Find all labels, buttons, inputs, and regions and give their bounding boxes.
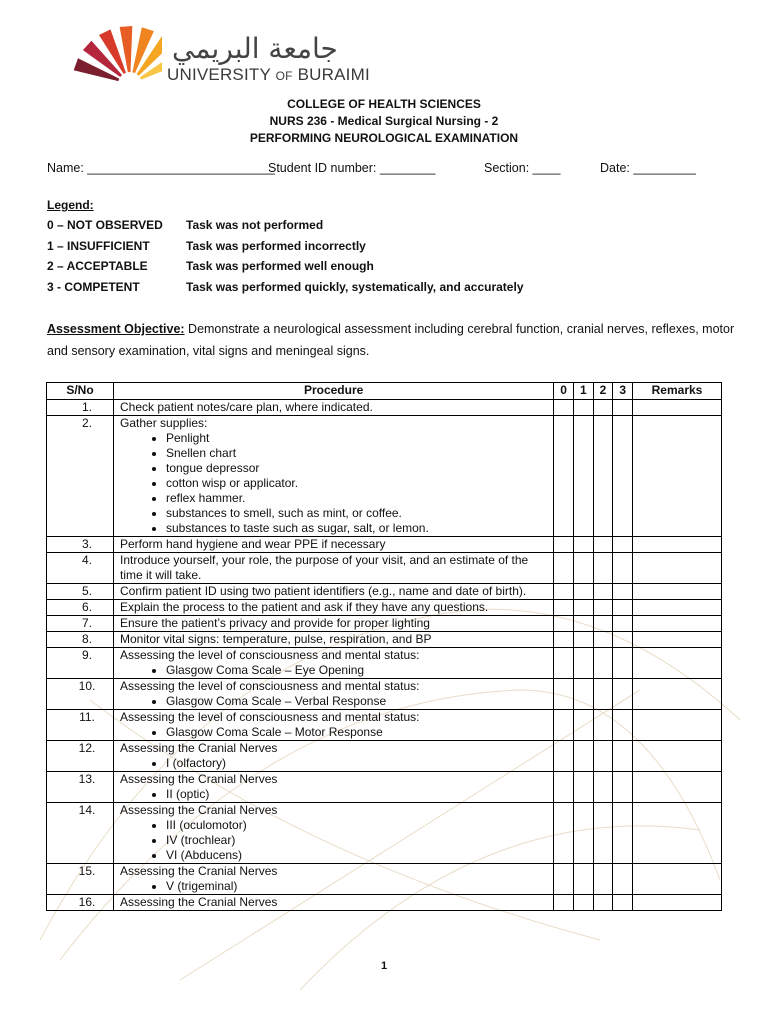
score-cell-3[interactable]	[613, 648, 633, 679]
score-cell-3[interactable]	[613, 537, 633, 553]
university-logo	[52, 24, 402, 88]
procedure-text: Assessing the level of consciousness and mental status:	[120, 679, 420, 693]
header-score-3: 3	[613, 383, 633, 400]
procedure-cell	[114, 616, 554, 632]
legend-code: 2 – ACCEPTABLE	[47, 259, 148, 274]
bullet-item: • Snellen chart	[166, 446, 547, 461]
score-cell-3[interactable]	[613, 400, 633, 416]
procedure-bullets	[120, 756, 547, 771]
table-row	[47, 600, 722, 616]
header-procedure: Procedure	[114, 383, 554, 400]
score-cell-0[interactable]	[554, 632, 574, 648]
table-row	[47, 616, 722, 632]
score-cell-2[interactable]	[593, 553, 613, 584]
bullet-item: • Glasgow Coma Scale – Verbal Response	[166, 694, 547, 709]
procedure-cell	[114, 803, 554, 864]
procedure-text: Assessing the Cranial Nerves	[120, 895, 278, 909]
score-cell-3[interactable]	[613, 553, 633, 584]
bullet-item: • II (optic)	[166, 787, 547, 802]
bullet-item: • tongue depressor	[166, 461, 547, 476]
score-cell-0[interactable]	[554, 772, 574, 803]
procedure-bullets	[120, 694, 547, 709]
score-cell-2[interactable]	[593, 584, 613, 600]
legend-description: Task was performed incorrectly	[186, 238, 366, 253]
procedure-cell	[114, 600, 554, 616]
table-row	[47, 741, 722, 772]
legend-item	[47, 236, 524, 257]
row-number: 7.	[47, 616, 114, 632]
score-cell-3[interactable]	[613, 632, 633, 648]
score-cell-1[interactable]	[573, 416, 593, 537]
procedure-cell	[114, 679, 554, 710]
date-field[interactable]: Date: _________	[600, 161, 696, 175]
row-number: 2.	[47, 416, 114, 537]
procedure-bullets	[120, 818, 547, 863]
score-cell-0[interactable]	[554, 600, 574, 616]
score-cell-2[interactable]	[593, 648, 613, 679]
score-cell-2[interactable]	[593, 741, 613, 772]
course-title: NURS 236 - Medical Surgical Nursing - 2	[269, 114, 499, 128]
score-cell-1[interactable]	[573, 537, 593, 553]
procedure-text: Assessing the Cranial Nerves	[120, 864, 278, 878]
score-cell-1[interactable]	[573, 895, 593, 911]
procedure-cell	[114, 632, 554, 648]
score-cell-0[interactable]	[554, 616, 574, 632]
score-cell-3[interactable]	[613, 741, 633, 772]
procedure-text: Check patient notes/care plan, where indicated.	[120, 400, 373, 414]
legend-code: 3 - COMPETENT	[47, 279, 140, 294]
student-id-field[interactable]: Student ID number: ________	[268, 161, 436, 175]
table-row	[47, 416, 722, 537]
score-cell-3[interactable]	[613, 600, 633, 616]
bullet-item: • I (olfactory)	[166, 756, 547, 771]
objective-text: Demonstrate a neurological assessment including cerebral function, cranial nerves, reflexes, motor and sensory examination, vital signs and meningeal signs.	[47, 322, 735, 358]
row-number: 10.	[47, 679, 114, 710]
score-cell-1[interactable]	[573, 679, 593, 710]
procedure-text: Assessing the Cranial Nerves	[120, 772, 278, 786]
bullet-item: • cotton wisp or applicator.	[166, 476, 547, 491]
bullet-item: • VI (Abducens)	[166, 848, 547, 863]
procedure-text: Gather supplies:	[120, 416, 208, 430]
score-cell-1[interactable]	[573, 864, 593, 895]
score-cell-3[interactable]	[613, 864, 633, 895]
remarks-cell[interactable]	[633, 416, 722, 537]
table-row	[47, 553, 722, 584]
score-cell-2[interactable]	[593, 537, 613, 553]
score-cell-3[interactable]	[613, 616, 633, 632]
bullet-item: • Glasgow Coma Scale – Motor Response	[166, 725, 547, 740]
score-cell-0[interactable]	[554, 741, 574, 772]
remarks-cell[interactable]	[633, 864, 722, 895]
legend-item	[47, 277, 524, 298]
table-row	[47, 400, 722, 416]
legend-code: 0 – NOT OBSERVED	[47, 218, 163, 233]
score-cell-2[interactable]	[593, 600, 613, 616]
score-cell-2[interactable]	[593, 632, 613, 648]
procedure-bullets	[120, 879, 547, 894]
remarks-cell[interactable]	[633, 648, 722, 679]
score-cell-3[interactable]	[613, 803, 633, 864]
section-field[interactable]: Section: ____	[484, 161, 561, 175]
exam-title: PERFORMING NEUROLOGICAL EXAMINATION	[249, 131, 519, 145]
row-number: 8.	[47, 632, 114, 648]
score-cell-1[interactable]	[573, 553, 593, 584]
header-score-1: 1	[573, 383, 593, 400]
score-cell-3[interactable]	[613, 584, 633, 600]
procedure-cell	[114, 648, 554, 679]
score-cell-2[interactable]	[593, 895, 613, 911]
legend	[47, 198, 524, 297]
name-field[interactable]: Name: ___________________________	[47, 161, 275, 175]
score-cell-3[interactable]	[613, 710, 633, 741]
score-cell-1[interactable]	[573, 648, 593, 679]
procedure-table	[46, 382, 722, 911]
remarks-cell[interactable]	[633, 632, 722, 648]
sunburst-logo-icon	[52, 24, 162, 88]
bullet-item: • substances to taste such as sugar, salt, or lemon.	[166, 521, 547, 536]
procedure-cell	[114, 710, 554, 741]
remarks-cell[interactable]	[633, 803, 722, 864]
logo-english-name: UNIVERSITY OF BURAIMI	[167, 65, 370, 84]
row-number: 15.	[47, 864, 114, 895]
legend-title: Legend:	[47, 198, 94, 212]
procedure-text: Perform hand hygiene and wear PPE if necessary	[120, 537, 386, 551]
row-number: 6.	[47, 600, 114, 616]
legend-item	[47, 215, 524, 236]
remarks-cell[interactable]	[633, 584, 722, 600]
header-sno: S/No	[47, 383, 114, 400]
table-row	[47, 803, 722, 864]
procedure-text: Explain the process to the patient and ask if they have any questions.	[120, 600, 489, 614]
procedure-cell	[114, 741, 554, 772]
procedure-text: Assessing the Cranial Nerves	[120, 803, 278, 817]
table-row	[47, 895, 722, 911]
score-cell-1[interactable]	[573, 584, 593, 600]
score-cell-1[interactable]	[573, 400, 593, 416]
row-number: 11.	[47, 710, 114, 741]
table-header-row	[47, 383, 722, 400]
header-remarks: Remarks	[633, 383, 722, 400]
row-number: 16.	[47, 895, 114, 911]
score-cell-3[interactable]	[613, 679, 633, 710]
legend-item	[47, 256, 524, 277]
bullet-item: • IV (trochlear)	[166, 833, 547, 848]
remarks-cell[interactable]	[633, 710, 722, 741]
score-cell-0[interactable]	[554, 400, 574, 416]
bullet-item: • Glasgow Coma Scale – Eye Opening	[166, 663, 547, 678]
procedure-bullets	[120, 787, 547, 802]
table-row	[47, 537, 722, 553]
procedure-bullets	[120, 663, 547, 678]
page-number: 1	[380, 960, 388, 972]
remarks-cell[interactable]	[633, 400, 722, 416]
remarks-cell[interactable]	[633, 741, 722, 772]
procedure-text: Ensure the patient’s privacy and provide for proper lighting	[120, 616, 430, 630]
procedure-cell	[114, 895, 554, 911]
row-number: 13.	[47, 772, 114, 803]
legend-description: Task was not performed	[186, 218, 324, 233]
row-number: 14.	[47, 803, 114, 864]
header-score-0: 0	[554, 383, 574, 400]
objective-label: Assessment Objective:	[47, 322, 185, 336]
score-cell-1[interactable]	[573, 741, 593, 772]
procedure-bullets	[120, 725, 547, 740]
college-title: COLLEGE OF HEALTH SCIENCES	[287, 97, 481, 111]
score-cell-0[interactable]	[554, 416, 574, 537]
table-row	[47, 710, 722, 741]
procedure-text: Introduce yourself, your role, the purpose of your visit, and an estimate of the time it will take.	[120, 553, 529, 582]
score-cell-0[interactable]	[554, 803, 574, 864]
procedure-cell	[114, 400, 554, 416]
table-row	[47, 864, 722, 895]
remarks-cell[interactable]	[633, 600, 722, 616]
score-cell-1[interactable]	[573, 616, 593, 632]
legend-code: 1 – INSUFFICIENT	[47, 238, 150, 253]
procedure-text: Confirm patient ID using two patient identifiers (e.g., name and date of birth).	[120, 584, 527, 598]
procedure-cell	[114, 416, 554, 537]
procedure-cell	[114, 537, 554, 553]
score-cell-1[interactable]	[573, 803, 593, 864]
row-number: 4.	[47, 553, 114, 584]
score-cell-0[interactable]	[554, 553, 574, 584]
bullet-item: • substances to smell, such as mint, or coffee.	[166, 506, 547, 521]
score-cell-0[interactable]	[554, 895, 574, 911]
bullet-item: • reflex hammer.	[166, 491, 547, 506]
score-cell-0[interactable]	[554, 679, 574, 710]
document-headings	[0, 96, 768, 147]
score-cell-0[interactable]	[554, 537, 574, 553]
procedure-cell	[114, 584, 554, 600]
score-cell-2[interactable]	[593, 772, 613, 803]
table-row	[47, 679, 722, 710]
row-number: 1.	[47, 400, 114, 416]
row-number: 5.	[47, 584, 114, 600]
bullet-item: • Penlight	[166, 431, 547, 446]
procedure-text: Assessing the level of consciousness and mental status:	[120, 648, 420, 662]
remarks-cell[interactable]	[633, 616, 722, 632]
table-row	[47, 648, 722, 679]
bullet-item: • III (oculomotor)	[166, 818, 547, 833]
legend-description: Task was performed well enough	[186, 259, 374, 274]
procedure-cell	[114, 864, 554, 895]
score-cell-2[interactable]	[593, 803, 613, 864]
score-cell-0[interactable]	[554, 584, 574, 600]
student-info-row	[47, 161, 737, 179]
score-cell-1[interactable]	[573, 772, 593, 803]
table-row	[47, 772, 722, 803]
bullet-item: • V (trigeminal)	[166, 879, 547, 894]
score-cell-1[interactable]	[573, 710, 593, 741]
procedure-text: Monitor vital signs: temperature, pulse, respiration, and BP	[120, 632, 432, 646]
remarks-cell[interactable]	[633, 537, 722, 553]
remarks-cell[interactable]	[633, 679, 722, 710]
legend-description: Task was performed quickly, systematically, and accurately	[186, 279, 524, 294]
procedure-text: Assessing the level of consciousness and mental status:	[120, 710, 420, 724]
score-cell-2[interactable]	[593, 400, 613, 416]
table-row	[47, 584, 722, 600]
score-cell-2[interactable]	[593, 616, 613, 632]
logo-arabic-name: جامعة البريمي	[172, 32, 338, 65]
score-cell-1[interactable]	[573, 600, 593, 616]
remarks-cell[interactable]	[633, 772, 722, 803]
procedure-cell	[114, 553, 554, 584]
procedure-text: Assessing the Cranial Nerves	[120, 741, 278, 755]
table-row	[47, 632, 722, 648]
assessment-objective	[47, 318, 747, 362]
score-cell-3[interactable]	[613, 772, 633, 803]
score-cell-2[interactable]	[593, 864, 613, 895]
score-cell-3[interactable]	[613, 416, 633, 537]
score-cell-2[interactable]	[593, 416, 613, 537]
score-cell-3[interactable]	[613, 895, 633, 911]
remarks-cell[interactable]	[633, 553, 722, 584]
header-score-2: 2	[593, 383, 613, 400]
procedure-bullets	[120, 431, 547, 536]
score-cell-0[interactable]	[554, 710, 574, 741]
score-cell-2[interactable]	[593, 710, 613, 741]
row-number: 3.	[47, 537, 114, 553]
procedure-cell	[114, 772, 554, 803]
score-cell-0[interactable]	[554, 648, 574, 679]
score-cell-2[interactable]	[593, 679, 613, 710]
score-cell-1[interactable]	[573, 632, 593, 648]
score-cell-0[interactable]	[554, 864, 574, 895]
row-number: 9.	[47, 648, 114, 679]
remarks-cell[interactable]	[633, 895, 722, 911]
row-number: 12.	[47, 741, 114, 772]
